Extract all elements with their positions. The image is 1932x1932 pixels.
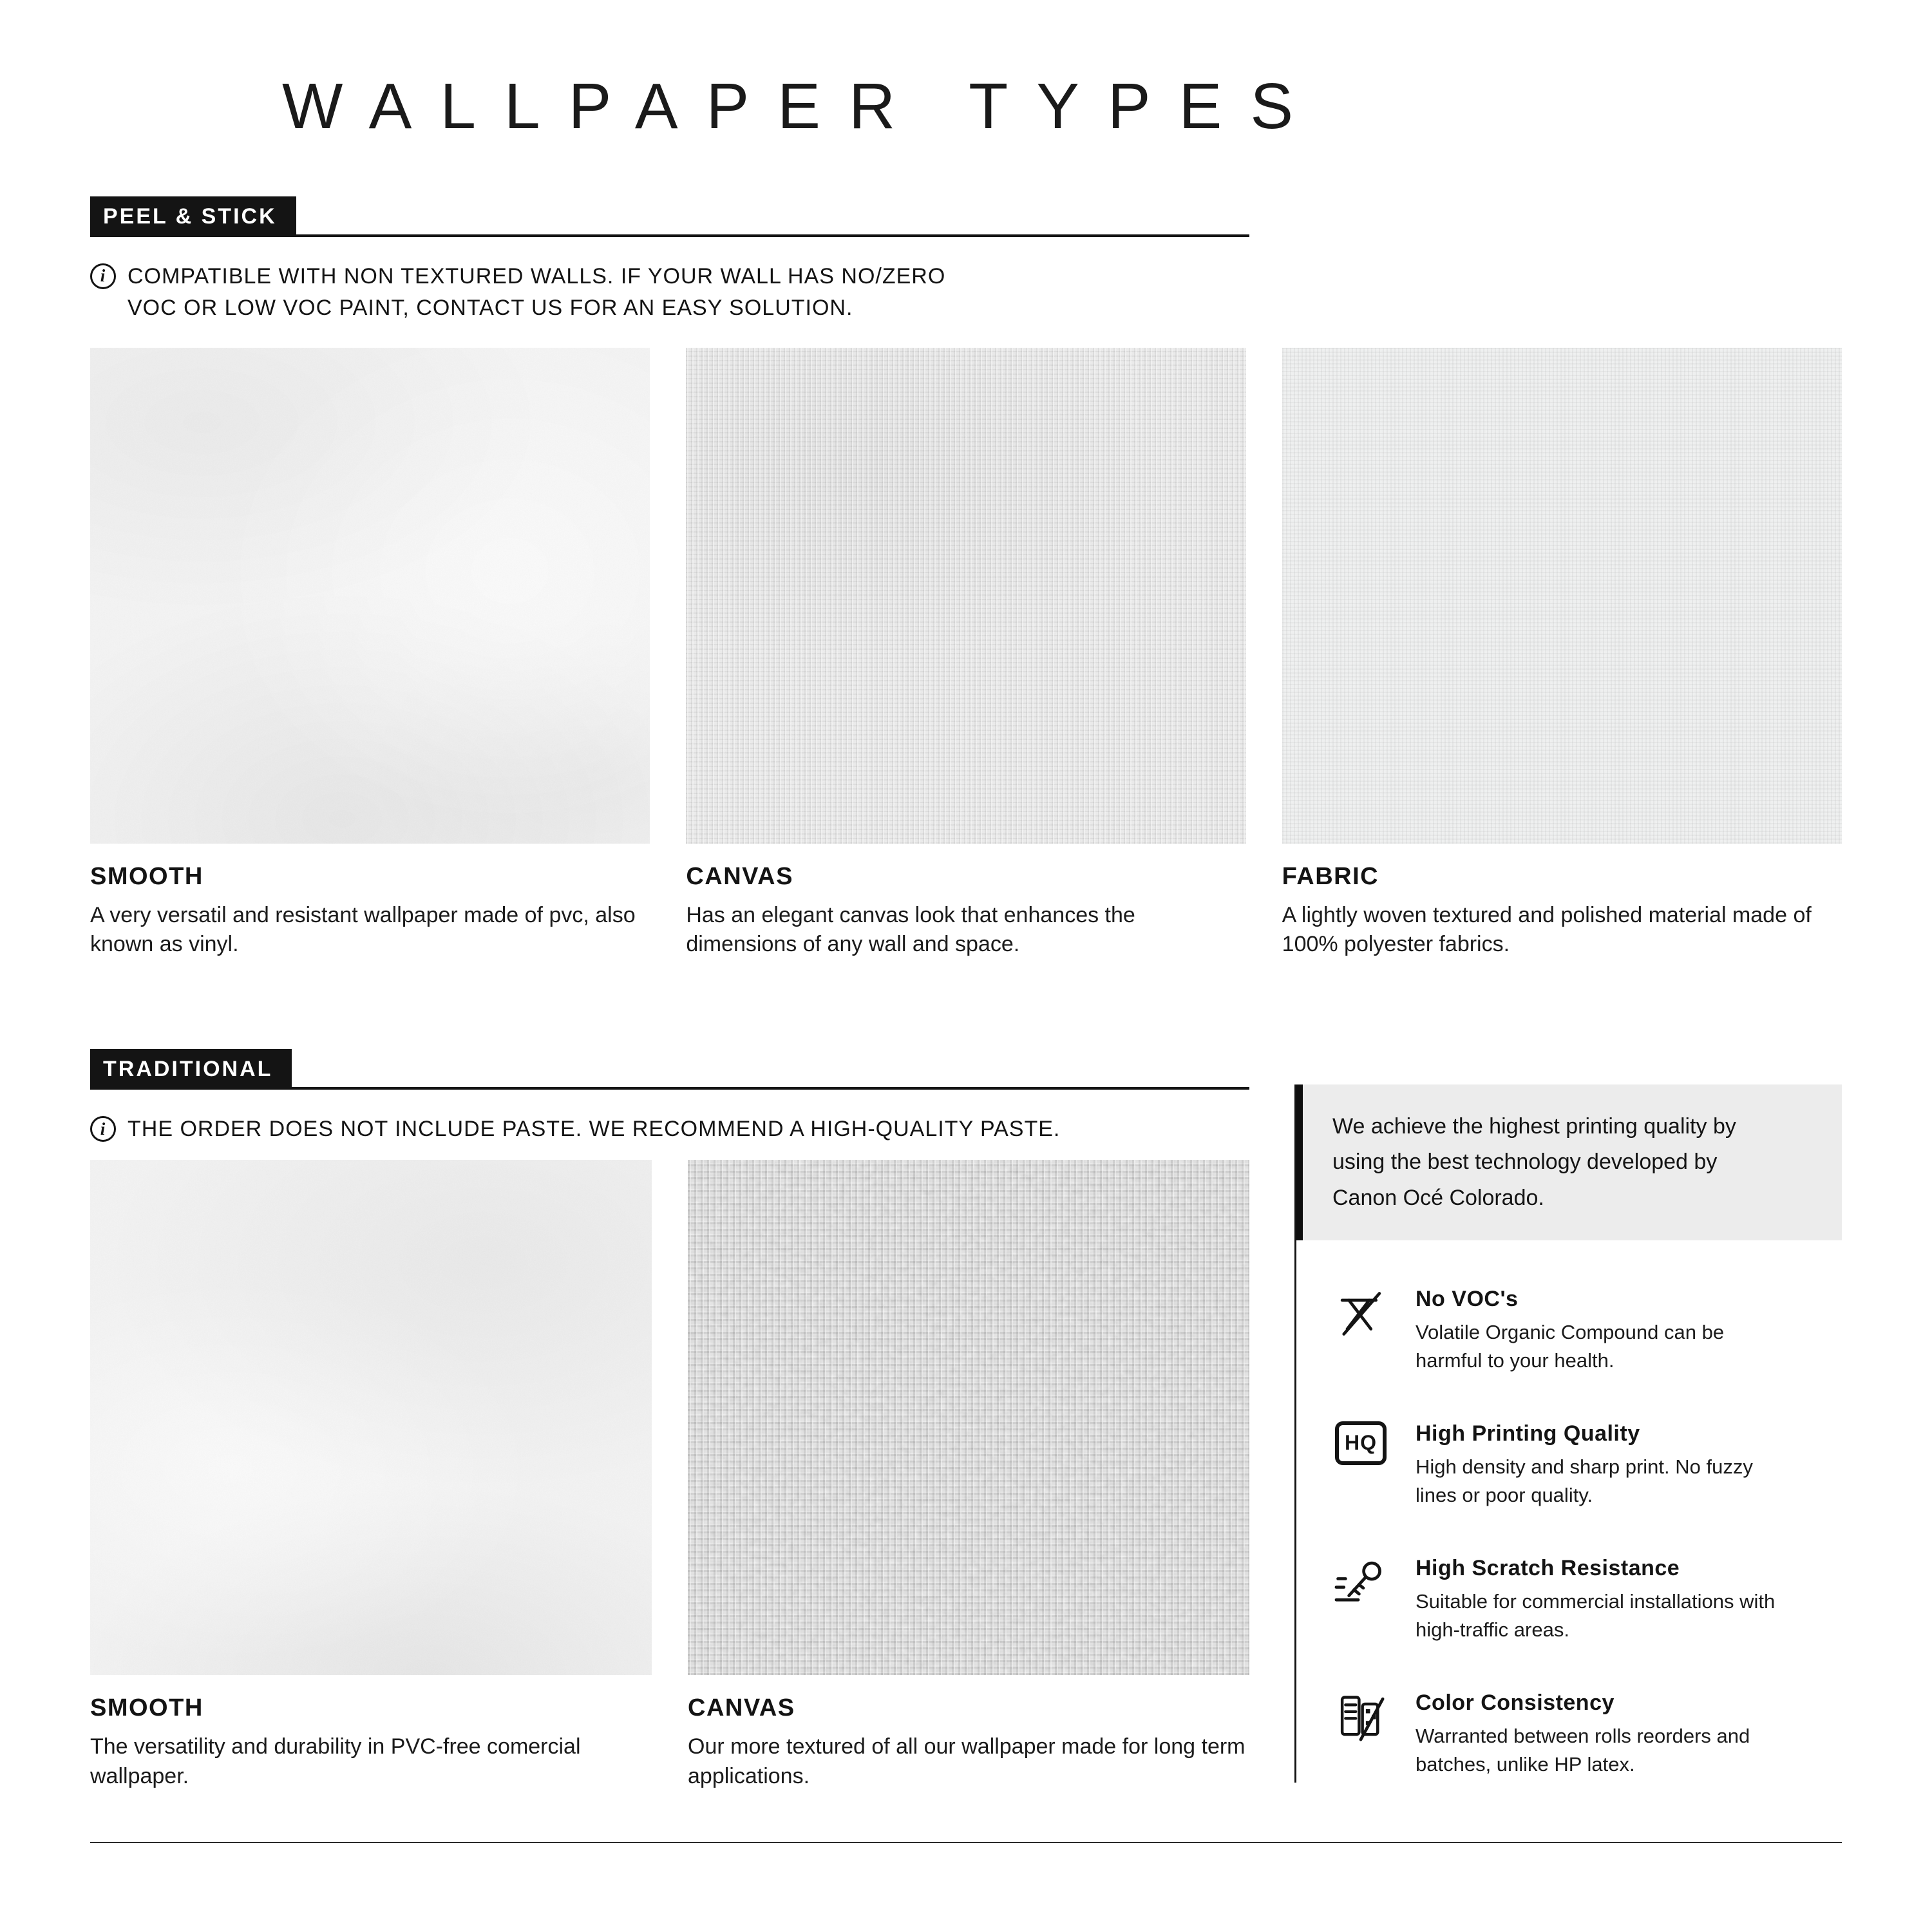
swatch-description: The versatility and durability in PVC-free comercial wallpaper. (90, 1734, 581, 1788)
canvas-texture-image (686, 348, 1245, 844)
quality-note-box (1294, 1084, 1842, 1240)
header-rule (296, 234, 1249, 237)
section-header-peel-stick (90, 196, 1249, 237)
texture-grain (90, 1160, 652, 1675)
bottom-divider (90, 1842, 1842, 1843)
info-icon: i (90, 1116, 116, 1142)
feature-title: High Scratch Resistance (1416, 1555, 1680, 1580)
swatch-description: Our more textured of all our wallpaper made for long term applications. (688, 1734, 1245, 1788)
hq-icon (1333, 1421, 1388, 1477)
feature-title: No VOC's (1416, 1286, 1519, 1311)
feature-description: High density and sharp print. No fuzzy lines or poor quality. (1416, 1455, 1753, 1506)
traditional-swatches (90, 1160, 1249, 1792)
hq-icon-label: HQ (1335, 1421, 1387, 1465)
swatch-peel-smooth (90, 348, 650, 960)
feature-description: Warranted between rolls reorders and batches, unlike HP latex. (1416, 1724, 1750, 1776)
swatch-title: CANVAS (686, 862, 793, 890)
swatch-title: SMOOTH (90, 1694, 204, 1721)
peel-stick-note (90, 261, 1842, 325)
swatch-description: Has an elegant canvas look that enhances the dimensions of any wall and space. (686, 902, 1135, 957)
swatch-traditional-smooth (90, 1160, 652, 1792)
quality-note-text: We achieve the highest printing quality by using the best technology developed by Canon Océ Colorado. (1332, 1114, 1736, 1210)
swatch-title: SMOOTH (90, 862, 204, 890)
header-rule (292, 1087, 1249, 1090)
smooth-texture-image (90, 1160, 652, 1675)
section-badge-peel-stick: PEEL & STICK (90, 196, 296, 237)
traditional-note (90, 1113, 1249, 1145)
smooth-texture-image (90, 348, 650, 844)
feature-no-voc (1294, 1287, 1842, 1375)
note-text: THE ORDER DOES NOT INCLUDE PASTE. WE RECOMMEND A HIGH-QUALITY PASTE. (128, 1117, 1061, 1142)
swatch-peel-fabric (1282, 348, 1842, 960)
feature-high-printing-quality (1294, 1421, 1842, 1510)
note-text: COMPATIBLE WITH NON TEXTURED WALLS. IF YOUR WALL HAS NO/ZERO VOC OR LOW VOC PAINT, CONTACT US FOR AN EASY SOLUTION. (128, 264, 946, 321)
feature-description: Suitable for commercial installations with high-traffic areas. (1416, 1589, 1776, 1641)
fabric-texture-image (1282, 348, 1842, 844)
swatch-description: A lightly woven textured and polished material made of 100% polyester fabrics. (1282, 902, 1812, 957)
peel-stick-swatches (90, 348, 1842, 960)
page-title: WALLPAPER TYPES (281, 70, 1322, 142)
swatch-traditional-canvas (688, 1160, 1249, 1792)
texture-grain (1282, 348, 1842, 844)
swatch-title: FABRIC (1282, 862, 1379, 890)
section-peel-stick (90, 196, 1842, 960)
feature-color-consistency (1294, 1690, 1842, 1779)
feature-scratch-resistance (1294, 1556, 1842, 1644)
scratch-resistance-icon (1333, 1556, 1388, 1611)
info-icon: i (90, 263, 116, 289)
swatch-title: CANVAS (688, 1694, 795, 1721)
feature-title: Color Consistency (1416, 1690, 1615, 1715)
feature-description: Volatile Organic Compound can be harmful to your health. (1416, 1320, 1725, 1372)
texture-grain (686, 348, 1245, 844)
canvas-texture-image (688, 1160, 1249, 1675)
quality-panel (1294, 1084, 1842, 1782)
swatch-peel-canvas (686, 348, 1245, 960)
section-header-traditional (90, 1049, 1249, 1090)
no-voc-icon (1333, 1287, 1388, 1342)
section-badge-traditional: TRADITIONAL (90, 1049, 292, 1090)
section-traditional (90, 1049, 1249, 1791)
feature-title: High Printing Quality (1416, 1421, 1640, 1446)
color-consistency-icon (1333, 1690, 1388, 1746)
texture-grain (688, 1160, 1249, 1675)
texture-grain (90, 348, 650, 844)
swatch-description: A very versatil and resistant wallpaper made of pvc, also known as vinyl. (90, 902, 636, 957)
